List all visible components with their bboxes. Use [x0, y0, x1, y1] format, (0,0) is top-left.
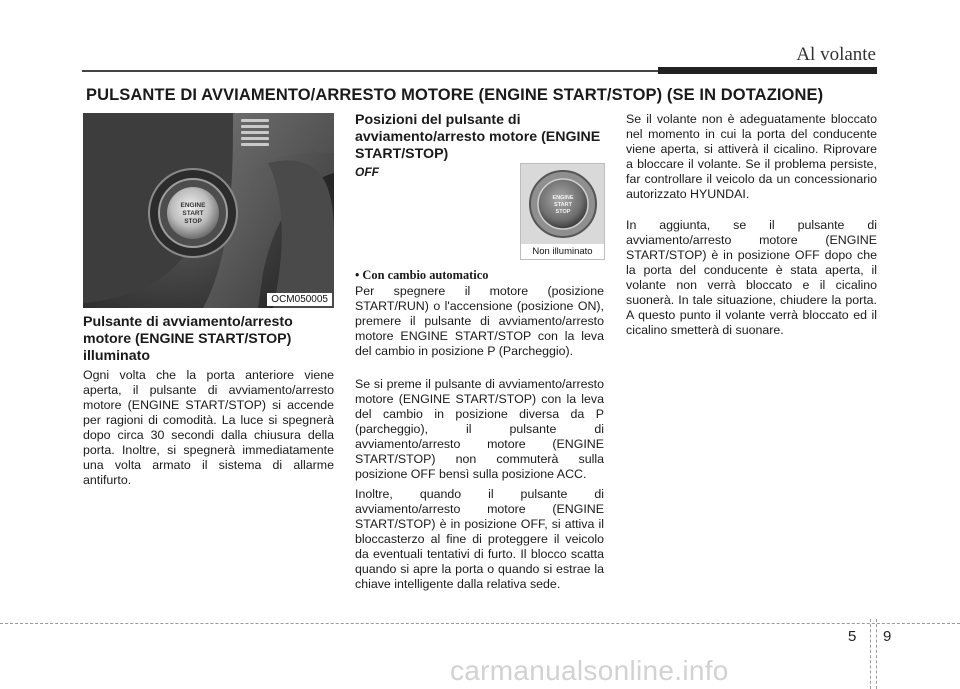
button-label-engine: ENGINE — [180, 202, 206, 209]
header-rule-accent — [658, 67, 877, 74]
dashboard-illustration — [83, 113, 334, 308]
paragraph-off-2: Se si preme il pulsante di avviamento/arresto motore (ENGINE START/STOP) con la leva del cambio in posizione diversa da P (parcheggio), il pulsante di avviamento/arresto motore (ENGINE START/STOP) non commuterà sulla posizione OFF bensì sulla posizione ACC. — [355, 377, 604, 481]
footer-rule — [0, 623, 960, 624]
heading-button-positions: Posizioni del pulsante di avviamento/arresto motore (ENGINE START/STOP) — [355, 112, 601, 162]
engine-start-button-photo — [83, 113, 334, 308]
footer-separator-2 — [876, 619, 877, 689]
paragraph-steering-lock-1: Se il volante non è adeguatamente bloccato nel momento in cui la porta del conducente viene aperta, si attiverà il cicalino. Riprovare a bloccare il volante. Se il problema persiste, far controllare il veicolo da un concessionario autorizzato HYUNDAI. — [626, 112, 877, 201]
button-off-photo — [520, 163, 605, 260]
off-label-stop: STOP — [555, 209, 571, 215]
section-title: PULSANTE DI AVVIAMENTO/ARRESTO MOTORE (ENGINE START/STOP) (SE IN DOTAZIONE) — [86, 86, 824, 104]
off-label-engine: ENGINE — [552, 195, 574, 201]
paragraph-off-3: Inoltre, quando il pulsante di avviamento/arresto motore (ENGINE START/STOP) è in posizione OFF, si attiva il bloccasterzo al fine di proteggere il veicolo da eventuali tentativi di furto. Il blocco scatta quando si apre la porta o quando si estrae la chiave intelligente dalla relativa sede. — [355, 487, 604, 591]
bullet-automatic-transmission: • Con cambio automatico — [355, 268, 489, 282]
button-label-start: START — [182, 210, 204, 217]
page-number: 9 — [883, 628, 892, 645]
watermark: carmanualsonline.info — [450, 655, 729, 686]
subheading-off: OFF — [355, 165, 379, 179]
off-label-start: START — [554, 202, 572, 208]
paragraph-steering-lock-2: In aggiunta, se il pulsante di avviamento/arresto motore (ENGINE START/STOP) è in posizione OFF dopo che la porta del conducente è stata aperta, il volante non verrà bloccato e il cicalino suonerà. In tale situazione, chiudere la porta. A questo punto il volante verrà bloccato ed il cicalino smetterà di suonare. — [626, 218, 877, 337]
page-chapter-number: 5 — [848, 628, 857, 645]
chapter-title: Al volante — [796, 44, 876, 65]
figure-code: OCM050005 — [267, 293, 332, 306]
paragraph-illuminated: Ogni volta che la porta anteriore viene aperta, il pulsante di avviamento/arresto motore (ENGINE START/STOP) si accende per ragioni di comodità. La luce si spegnerà dopo circa 30 secondi dalla chiusura della porta. Inoltre, si spegnerà immediatamente una volta armato il sistema di allarme antifurto. — [83, 368, 334, 487]
heading-illuminated-button: Pulsante di avviamento/arresto motore (ENGINE START/STOP) illuminato — [83, 314, 293, 364]
figure-caption-not-lit: Non illuminato — [521, 244, 604, 259]
button-label-stop: STOP — [184, 218, 202, 225]
footer-separator — [870, 619, 871, 689]
button-off-illustration — [521, 164, 605, 244]
paragraph-off-1: Per spegnere il motore (posizione START/RUN) o l'accensione (posizione ON), premere il pulsante di avviamento/arresto motore ENGINE START/STOP con la leva del cambio in posizione P (Parcheggio). — [355, 284, 604, 358]
